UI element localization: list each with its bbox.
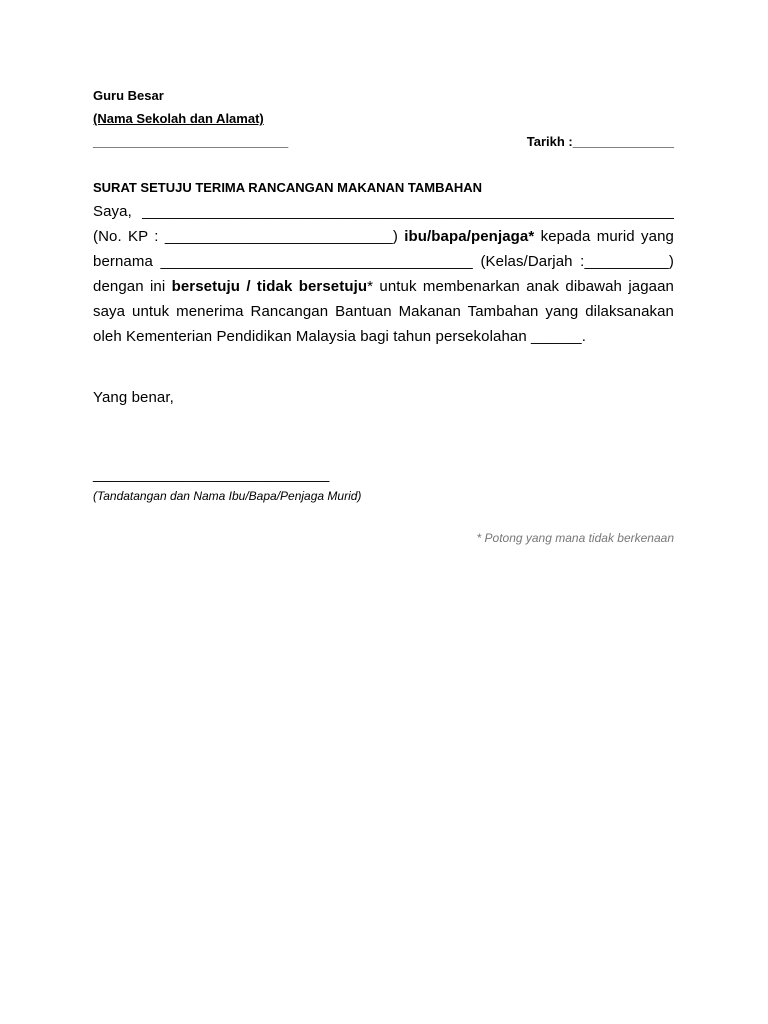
consent-asterisk: * (367, 278, 374, 295)
line4-start: dengan ini (93, 278, 166, 295)
body-line-1 (93, 203, 674, 220)
body-line-6: oleh Kementerian Pendidikan Malaysia bagi tahun persekolahan ______. (93, 328, 586, 345)
school-placeholder (93, 111, 674, 126)
body-line-3 (93, 253, 674, 270)
role-options: ibu/bapa/penjaga (404, 228, 529, 245)
name-blank: _______________________________________________________________ (142, 203, 674, 220)
role-asterisk: * (528, 228, 535, 245)
letter-title: SURAT SETUJU TERIMA RANCANGAN MAKANAN TAMBAHAN (93, 180, 483, 195)
class-field: (Kelas/Darjah :__________) (480, 253, 674, 270)
student-name-blank: _____________________________________ (160, 253, 473, 270)
body-line-5: saya untuk menerima Rancangan Bantuan Makanan Tambahan yang dilaksanakan (93, 303, 674, 320)
school-placeholder-text: (Nama Sekolah dan Alamat) (93, 111, 264, 126)
closing-salutation: Yang benar, (93, 389, 174, 406)
school-blank: ___________________________ (93, 134, 289, 149)
date-label: Tarikh : (526, 134, 573, 149)
line2-rest: kepada murid yang (540, 228, 674, 245)
signature-line: ____________________________ (93, 466, 330, 483)
bernama-label: bernama (93, 253, 153, 270)
signature-caption: (Tandatangan dan Nama Ibu/Bapa/Penjaga Murid) (93, 489, 362, 503)
kp-label: (No. KP : (93, 228, 159, 245)
saya-label: Saya, (93, 203, 132, 220)
date-blank: ______________ (572, 134, 674, 149)
recipient-title: Guru Besar (93, 88, 164, 103)
body-line-4 (93, 278, 674, 295)
body-line-2 (93, 228, 674, 245)
school-date-row (93, 134, 674, 149)
footnote: * Potong yang mana tidak berkenaan (476, 531, 674, 545)
consent-choice: bersetuju / tidak bersetuju (171, 278, 368, 295)
line4-rest: untuk membenarkan anak dibawah jagaan (379, 278, 674, 295)
date-field (527, 134, 674, 149)
kp-blank: ___________________________) (164, 228, 398, 245)
role-text (404, 228, 534, 245)
